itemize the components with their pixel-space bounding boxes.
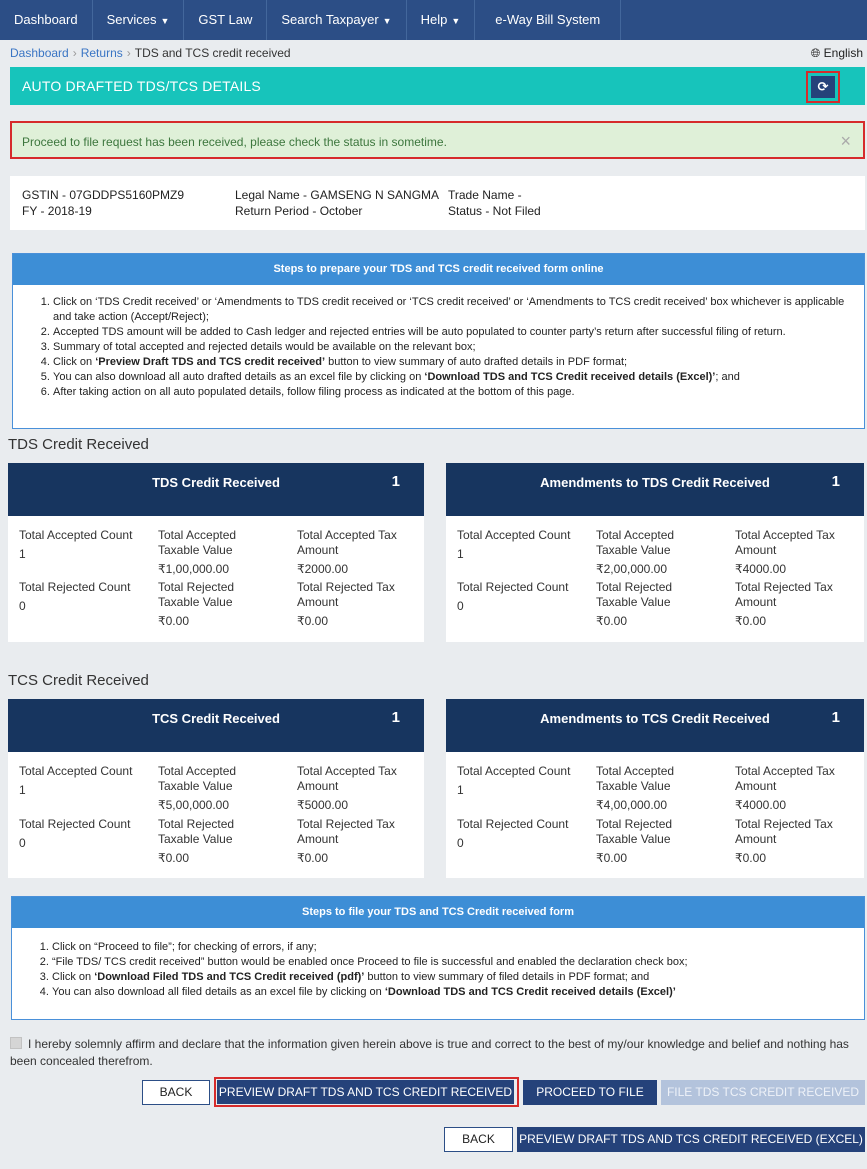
rejected-tax-amount: ₹0.00 bbox=[297, 851, 328, 865]
preview-draft-excel-button[interactable]: PREVIEW DRAFT TDS AND TCS CREDIT RECEIVED (EXCEL) bbox=[517, 1127, 865, 1152]
page-title-bar bbox=[10, 67, 865, 105]
accepted-count: 1 bbox=[457, 783, 464, 797]
card-amendments-tcs[interactable] bbox=[446, 699, 864, 878]
close-icon[interactable]: × bbox=[840, 131, 851, 151]
card-body bbox=[8, 516, 424, 642]
declaration-text: I hereby solemnly affirm and declare that the information given herein above is true and correct to the best of my/our knowledge and belief and nothing has been concealed therefrom. bbox=[10, 1037, 849, 1068]
tcs-section-heading: TCS Credit Received bbox=[8, 672, 149, 689]
rejected-taxable-label: Total Rejected Taxable Value bbox=[596, 580, 673, 609]
steps-file-heading: Steps to file your TDS and TCS Credit received form bbox=[12, 897, 864, 928]
preview-draft-button[interactable]: PREVIEW DRAFT TDS AND TCS CREDIT RECEIVED bbox=[217, 1080, 514, 1104]
preview-highlight bbox=[214, 1077, 519, 1107]
rejected-tax-amount: ₹0.00 bbox=[735, 851, 766, 865]
list-item: 6. After taking action on all auto populated details, follow filing process as indicated at the bottom of this page. bbox=[53, 385, 852, 400]
breadcrumb-returns[interactable]: Returns bbox=[80, 46, 123, 60]
rejected-tax-label: Total Rejected Tax Amount bbox=[297, 817, 395, 846]
accepted-tax-label: Total Accepted Tax Amount bbox=[297, 764, 397, 793]
gstin: GSTIN - 07GDDPS5160PMZ9 bbox=[22, 188, 185, 202]
accepted-tax-label: Total Accepted Tax Amount bbox=[297, 528, 397, 557]
rejected-taxable-value: ₹0.00 bbox=[158, 614, 189, 628]
card-title: TCS Credit Received bbox=[152, 711, 280, 726]
back-button-secondary[interactable]: BACK bbox=[444, 1127, 513, 1152]
accepted-taxable-label: Total Accepted Taxable Value bbox=[158, 528, 237, 557]
top-nav bbox=[0, 0, 867, 40]
rejected-taxable-value: ₹0.00 bbox=[596, 851, 627, 865]
list-item: 1. Click on ‘TDS Credit received’ or ‘Amendments to TDS credit received or ‘TCS credit received’ or ‘Amendments to TCS credit received’ box whichever is applicable and take action (Accept/Reject); bbox=[53, 295, 852, 325]
list-item: 3. Summary of total accepted and rejected details would be available on the relevant box; bbox=[53, 340, 852, 355]
accepted-taxable-label: Total Accepted Taxable Value bbox=[596, 764, 675, 793]
rejected-count-label: Total Rejected Count bbox=[19, 580, 131, 594]
list-item: 1. Click on “Proceed to file”; for checking of errors, if any; bbox=[52, 940, 852, 955]
card-body bbox=[446, 752, 864, 878]
back-button[interactable]: BACK bbox=[142, 1080, 210, 1105]
accepted-tax-amount: ₹5000.00 bbox=[297, 798, 349, 812]
card-tds-credit[interactable] bbox=[8, 463, 424, 642]
list-item: 5. You can also download all auto drafted details as an excel file by clicking on ‘Download TDS and TCS Credit received details (Excel)’; and bbox=[53, 370, 852, 385]
breadcrumb-current: TDS and TCS credit received bbox=[134, 46, 291, 60]
card-title: Amendments to TCS Credit Received bbox=[540, 711, 770, 726]
steps-prepare-panel bbox=[12, 253, 865, 429]
nav-services[interactable]: Services ▼ bbox=[93, 0, 185, 40]
legal-name: Legal Name - GAMSENG N SANGMA bbox=[235, 188, 440, 202]
accepted-tax-amount: ₹2000.00 bbox=[297, 562, 349, 576]
accepted-tax-label: Total Accepted Tax Amount bbox=[735, 764, 835, 793]
list-item: 2. Accepted TDS amount will be added to Cash ledger and rejected entries will be auto populated to counter party’s return after successful filing of return. bbox=[53, 325, 852, 340]
rejected-count: 0 bbox=[457, 836, 464, 850]
success-alert bbox=[10, 121, 865, 159]
rejected-taxable-label: Total Rejected Taxable Value bbox=[596, 817, 673, 846]
card-header bbox=[8, 463, 424, 516]
card-header bbox=[446, 463, 864, 516]
nav-help[interactable]: Help ▼ bbox=[407, 0, 476, 40]
breadcrumb-separator: › bbox=[72, 46, 77, 60]
file-tds-tcs-button: FILE TDS TCS CREDIT RECEIVED bbox=[661, 1080, 865, 1105]
financial-year: FY - 2018-19 bbox=[22, 204, 92, 218]
accepted-tax-amount: ₹4000.00 bbox=[735, 562, 787, 576]
rejected-count-label: Total Rejected Count bbox=[457, 580, 569, 594]
rejected-count: 0 bbox=[19, 836, 26, 850]
card-title: TDS Credit Received bbox=[152, 475, 280, 490]
card-body bbox=[8, 752, 424, 878]
accepted-tax-amount: ₹4000.00 bbox=[735, 798, 787, 812]
card-header bbox=[8, 699, 424, 752]
card-body bbox=[446, 516, 864, 642]
nav-dashboard[interactable]: Dashboard bbox=[0, 0, 93, 40]
rejected-count: 0 bbox=[457, 599, 464, 613]
rejected-taxable-label: Total Rejected Taxable Value bbox=[158, 817, 235, 846]
refresh-icon: ⟳ bbox=[817, 79, 829, 94]
page-title: AUTO DRAFTED TDS/TCS DETAILS bbox=[22, 78, 261, 94]
alert-message: Proceed to file request has been received, please check the status in sometime. bbox=[22, 135, 447, 149]
return-period: Return Period - October bbox=[235, 204, 363, 218]
legal-name-block bbox=[235, 187, 439, 219]
declaration-checkbox[interactable] bbox=[10, 1037, 22, 1049]
rejected-count-label: Total Rejected Count bbox=[457, 817, 569, 831]
rejected-tax-label: Total Rejected Tax Amount bbox=[735, 817, 833, 846]
accepted-tax-label: Total Accepted Tax Amount bbox=[735, 528, 835, 557]
accepted-taxable-value: ₹5,00,000.00 bbox=[158, 798, 230, 812]
breadcrumb-separator: › bbox=[126, 46, 131, 60]
accepted-count-label: Total Accepted Count bbox=[19, 764, 133, 778]
card-count: 1 bbox=[831, 473, 840, 490]
accepted-taxable-label: Total Accepted Taxable Value bbox=[158, 764, 237, 793]
taxpayer-info bbox=[10, 176, 865, 230]
accepted-taxable-label: Total Accepted Taxable Value bbox=[596, 528, 675, 557]
trade-name-block bbox=[448, 187, 541, 219]
accepted-count-label: Total Accepted Count bbox=[457, 764, 571, 778]
card-count: 1 bbox=[831, 709, 840, 726]
nav-search-taxpayer[interactable]: Search Taxpayer ▼ bbox=[267, 0, 406, 40]
accepted-taxable-value: ₹4,00,000.00 bbox=[596, 798, 668, 812]
steps-prepare-heading: Steps to prepare your TDS and TCS credit received form online bbox=[13, 254, 864, 285]
card-header bbox=[446, 699, 864, 752]
rejected-taxable-value: ₹0.00 bbox=[158, 851, 189, 865]
steps-file-panel bbox=[11, 896, 865, 1020]
accepted-count: 1 bbox=[19, 783, 26, 797]
filing-status: Status - Not Filed bbox=[448, 204, 541, 218]
card-count: 1 bbox=[391, 709, 400, 726]
rejected-tax-amount: ₹0.00 bbox=[297, 614, 328, 628]
rejected-tax-amount: ₹0.00 bbox=[735, 614, 766, 628]
refresh-highlight bbox=[806, 71, 840, 103]
rejected-taxable-label: Total Rejected Taxable Value bbox=[158, 580, 235, 609]
accepted-taxable-value: ₹1,00,000.00 bbox=[158, 562, 230, 576]
accepted-count: 1 bbox=[457, 547, 464, 561]
list-item: 4. You can also download all filed details as an excel file by clicking on ‘Download TDS and TCS Credit received details (Excel)’ bbox=[52, 985, 852, 1000]
accepted-count: 1 bbox=[19, 547, 26, 561]
breadcrumb-dashboard[interactable]: Dashboard bbox=[10, 46, 69, 60]
proceed-to-file-button[interactable]: PROCEED TO FILE bbox=[523, 1080, 657, 1105]
accepted-count-label: Total Accepted Count bbox=[19, 528, 133, 542]
list-item: 3. Click on ‘Download Filed TDS and TCS Credit received (pdf)’ button to view summary of filed details in PDF format; and bbox=[52, 970, 852, 985]
rejected-count: 0 bbox=[19, 599, 26, 613]
list-item: 4. Click on ‘Preview Draft TDS and TCS credit received’ button to view summary of auto drafted details in PDF format; bbox=[53, 355, 852, 370]
card-tcs-credit[interactable] bbox=[8, 699, 424, 878]
card-count: 1 bbox=[391, 473, 400, 490]
steps-prepare-list bbox=[13, 285, 864, 400]
caret-down-icon: ▼ bbox=[451, 16, 461, 26]
refresh-button[interactable] bbox=[811, 76, 835, 98]
trade-name: Trade Name - bbox=[448, 188, 522, 202]
caret-down-icon: ▼ bbox=[382, 16, 392, 26]
declaration bbox=[10, 1036, 855, 1070]
language-selector[interactable]: 🌐︎ English bbox=[810, 46, 863, 60]
accepted-count-label: Total Accepted Count bbox=[457, 528, 571, 542]
rejected-tax-label: Total Rejected Tax Amount bbox=[735, 580, 833, 609]
rejected-count-label: Total Rejected Count bbox=[19, 817, 131, 831]
nav-eway-bill[interactable]: e-Way Bill System bbox=[475, 0, 621, 40]
rejected-tax-label: Total Rejected Tax Amount bbox=[297, 580, 395, 609]
card-title: Amendments to TDS Credit Received bbox=[540, 475, 770, 490]
card-amendments-tds[interactable] bbox=[446, 463, 864, 642]
breadcrumb bbox=[10, 46, 291, 60]
caret-down-icon: ▼ bbox=[160, 16, 170, 26]
rejected-taxable-value: ₹0.00 bbox=[596, 614, 627, 628]
gstin-block bbox=[22, 187, 184, 219]
tds-section-heading: TDS Credit Received bbox=[8, 436, 149, 453]
accepted-taxable-value: ₹2,00,000.00 bbox=[596, 562, 668, 576]
steps-file-list bbox=[12, 928, 864, 1000]
list-item: 2. “File TDS/ TCS credit received” button would be enabled once Proceed to file is successful and enabled the declaration check box; bbox=[52, 955, 852, 970]
globe-icon: 🌐︎ bbox=[810, 46, 821, 60]
nav-gst-law[interactable]: GST Law bbox=[184, 0, 267, 40]
